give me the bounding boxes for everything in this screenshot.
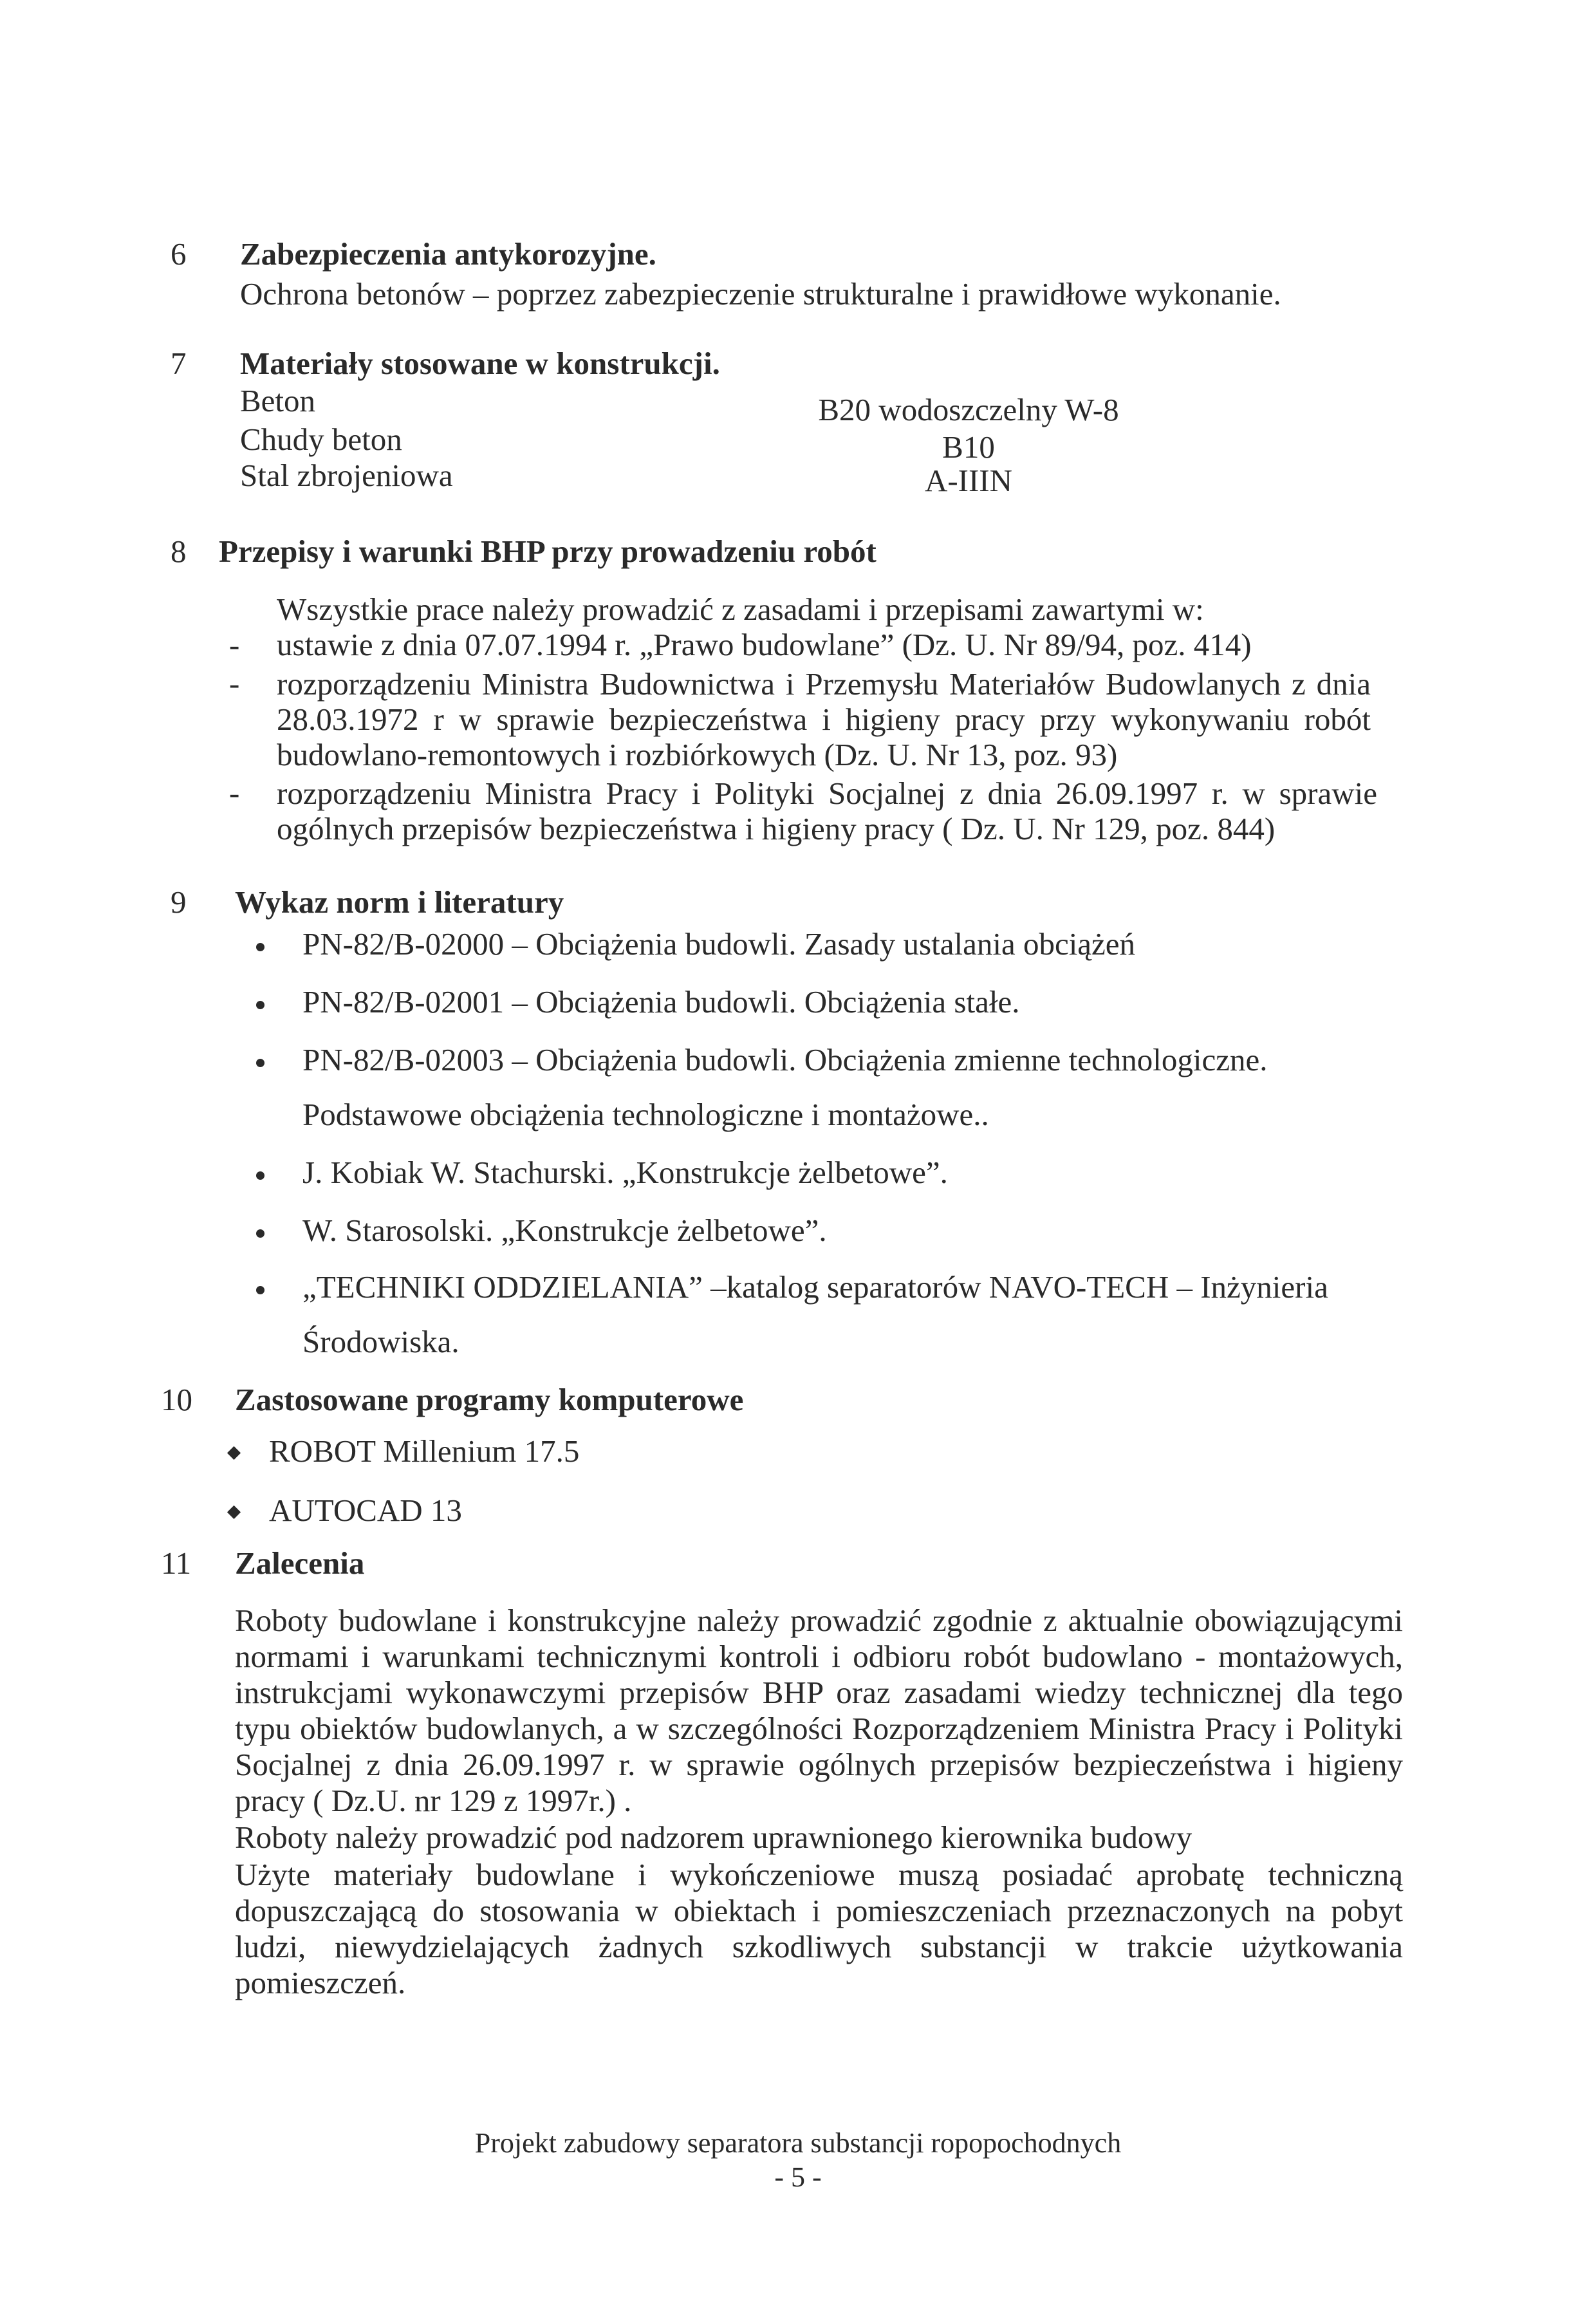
section-11-number: 11 — [161, 1545, 192, 1581]
norm-item: PN-82/B-02000 – Obciążenia budowli. Zasady ustalania obciążeń — [302, 926, 1136, 962]
section-9-number: 9 — [171, 884, 187, 920]
norm-item: PN-82/B-02001 – Obciążenia budowli. Obciążenia stałe. — [302, 984, 1020, 1020]
bullet-icon — [256, 1286, 264, 1294]
material-value: A-IIIN — [924, 463, 1013, 498]
section-7-number: 7 — [171, 346, 187, 381]
section-6-text: Ochrona betonów – poprzez zabezpieczenie strukturalne i prawidłowe wykonanie. — [240, 276, 1281, 312]
material-label: Chudy beton — [240, 422, 402, 457]
dash-marker: - — [229, 775, 240, 810]
diamond-bullet-icon — [227, 1446, 241, 1460]
material-value: B10 — [942, 429, 995, 465]
section-8-intro: Wszystkie prace należy prowadzić z zasadami i przepisami zawartymi w: — [277, 591, 1204, 627]
material-label: Stal zbrojeniowa — [240, 458, 453, 493]
diamond-bullet-icon — [227, 1505, 241, 1519]
bullet-icon — [256, 1229, 264, 1238]
regulation-item: ustawie z dnia 07.07.1994 r. „Prawo budowlane” (Dz. U. Nr 89/94, poz. 414) — [277, 627, 1252, 662]
bullet-icon — [256, 1171, 264, 1180]
literature-item-continuation: Środowiska. — [302, 1324, 459, 1359]
recommendations-paragraph: Użyte materiały budowlane i wykończeniowe muszą posiadać aprobatę techniczną dopuszczającą do stosowania w obiektach i pomieszczeniach przeznaczonych na pobyt ludzi, niewydzielających żadnych szkodliwych substancji w trakcie użytkowania pomieszczeń. — [235, 1857, 1403, 2000]
recommendations-paragraph: Roboty należy prowadzić pod nadzorem uprawnionego kierownika budowy — [235, 1820, 1192, 1855]
section-7-heading: Materiały stosowane w konstrukcji. — [240, 346, 720, 381]
section-10-heading: Zastosowane programy komputerowe — [235, 1382, 744, 1417]
literature-item: „TECHNIKI ODDZIELANIA” –katalog separatorów NAVO-TECH – Inżynieria — [302, 1269, 1328, 1305]
norm-item-continuation: Podstawowe obciążenia technologiczne i montażowe.. — [302, 1097, 989, 1132]
section-6-heading: Zabezpieczenia antykorozyjne. — [240, 236, 656, 272]
section-10-number: 10 — [161, 1382, 192, 1417]
recommendations-paragraph: Roboty budowlane i konstrukcyjne należy prowadzić zgodnie z aktualnie obowiązującymi normami i warunkami technicznymi kontroli i odbioru robót budowlano - montażowych, instrukcjami wykonawczymi przepisów BHP oraz zasadami wiedzy technicznej dla tego typu obiektów budowlanych, a w szczególności Rozporządzeniem Ministra Pracy i Polityki Socjalnej z dnia 26.09.1997 r. w sprawie ogólnych przepisów bezpieczeństwa i higieny pracy ( Dz.U. nr 129 z 1997r.) . — [235, 1603, 1403, 1818]
footer-title: Projekt zabudowy separatora substancji ropopochodnych — [474, 2127, 1122, 2159]
bullet-icon — [256, 1001, 264, 1009]
bullet-icon — [256, 1059, 264, 1067]
section-9-heading: Wykaz norm i literatury — [235, 884, 564, 920]
dash-marker: - — [229, 627, 240, 662]
bullet-icon — [256, 943, 264, 951]
norm-item: PN-82/B-02003 – Obciążenia budowli. Obciążenia zmienne technologiczne. — [302, 1042, 1268, 1077]
material-label: Beton — [240, 383, 316, 418]
software-item: AUTOCAD 13 — [269, 1493, 462, 1528]
section-8-heading: Przepisy i warunki BHP przy prowadzeniu robót — [219, 534, 877, 569]
literature-item: J. Kobiak W. Stachurski. „Konstrukcje żelbetowe”. — [302, 1155, 948, 1190]
page-number: - 5 - — [774, 2161, 822, 2193]
literature-item: W. Starosolski. „Konstrukcje żelbetowe”. — [302, 1213, 827, 1248]
regulation-item: rozporządzeniu Ministra Budownictwa i Przemysłu Materiałów Budowlanych z dnia 28.03.1972 r w sprawie bezpieczeństwa i higieny pracy przy wykonywaniu robót budowlano-remontowych i rozbiórkowych (Dz. U. Nr 13, poz. 93) — [277, 666, 1371, 772]
material-value: B20 wodoszczelny W-8 — [818, 392, 1119, 427]
regulation-item: rozporządzeniu Ministra Pracy i Polityki Socjalnej z dnia 26.09.1997 r. w sprawie ogólnych przepisów bezpieczeństwa i higieny pracy ( Dz. U. Nr 129, poz. 844) — [277, 776, 1377, 846]
section-11-heading: Zalecenia — [235, 1545, 365, 1581]
section-8-number: 8 — [171, 534, 187, 569]
dash-marker: - — [229, 666, 240, 701]
section-6-number: 6 — [171, 236, 187, 272]
software-item: ROBOT Millenium 17.5 — [269, 1433, 580, 1469]
